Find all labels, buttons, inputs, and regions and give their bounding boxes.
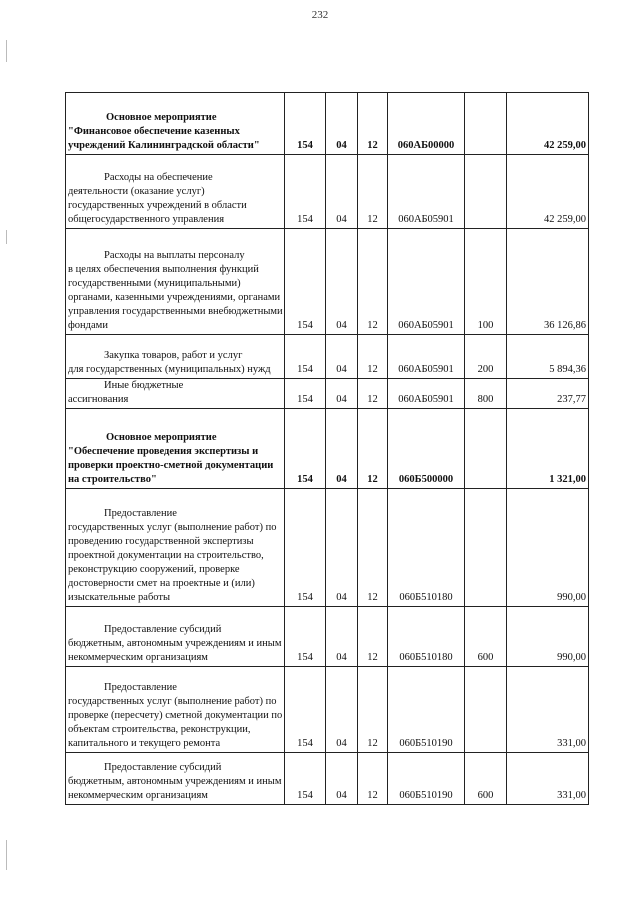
cell-name-rest: "Обеспечение проведения экспертизы и проверки проектно-сметной документации на строительство" bbox=[68, 446, 274, 485]
cell-name-first-line: Закупка товаров, работ и услуг bbox=[104, 350, 243, 361]
cell-expense-type bbox=[465, 93, 507, 155]
cell-name-first-line: Расходы на обеспечение bbox=[104, 172, 213, 183]
cell-expense-type bbox=[465, 155, 507, 229]
cell-amount: 990,00 bbox=[507, 489, 589, 607]
cell-name-rest: государственных услуг (выполнение работ) по проведению государственной экспертизы проектной документации на строительство, реконструкцию сооружений, проверке достоверности смет на проектные и (или) изыскательные работы bbox=[68, 522, 277, 603]
cell-target-code: 060АБ05901 bbox=[388, 379, 465, 409]
cell-name-rest: бюджетным, автономным учреждениям и иным некоммерческим организациям bbox=[68, 638, 282, 663]
table-row bbox=[66, 667, 589, 753]
cell-expense-type: 600 bbox=[465, 607, 507, 667]
cell-target-code: 060АБ05901 bbox=[388, 155, 465, 229]
budget-table bbox=[65, 92, 589, 805]
cell-name-rest: бюджетным, автономным учреждениям и иным некоммерческим организациям bbox=[68, 776, 282, 801]
cell-amount: 331,00 bbox=[507, 753, 589, 805]
cell-target-code: 060АБ05901 bbox=[388, 229, 465, 335]
cell-section: 04 bbox=[326, 335, 358, 379]
cell-subsection: 12 bbox=[358, 155, 388, 229]
cell-ministry: 154 bbox=[285, 93, 326, 155]
cell-expense-type: 600 bbox=[465, 753, 507, 805]
cell-name-first-line: Предоставление субсидий bbox=[104, 624, 222, 635]
cell-section: 04 bbox=[326, 155, 358, 229]
cell-name bbox=[66, 607, 285, 667]
cell-expense-type: 800 bbox=[465, 379, 507, 409]
cell-subsection: 12 bbox=[358, 489, 388, 607]
cell-ministry: 154 bbox=[285, 409, 326, 489]
cell-amount: 331,00 bbox=[507, 667, 589, 753]
cell-expense-type bbox=[465, 667, 507, 753]
table-row bbox=[66, 489, 589, 607]
cell-name-first-line: Основное мероприятие bbox=[106, 112, 217, 123]
cell-name-first-line: Основное мероприятие bbox=[106, 432, 217, 443]
cell-name-rest: в целях обеспечения выполнения функций государственными (муниципальными) органами, казенными учреждениями, органами управления государственными внебюджетными фондами bbox=[68, 264, 283, 331]
cell-name-first-line: Предоставление bbox=[104, 508, 177, 519]
cell-target-code: 060Б510180 bbox=[388, 607, 465, 667]
cell-ministry: 154 bbox=[285, 607, 326, 667]
cell-section: 04 bbox=[326, 489, 358, 607]
cell-name-rest: "Финансовое обеспечение казенных учреждений Калининградской области" bbox=[68, 126, 260, 151]
cell-name-first-line: Расходы на выплаты персоналу bbox=[104, 250, 245, 261]
cell-target-code: 060АБ00000 bbox=[388, 93, 465, 155]
cell-amount: 237,77 bbox=[507, 379, 589, 409]
cell-section: 04 bbox=[326, 93, 358, 155]
cell-ministry: 154 bbox=[285, 667, 326, 753]
table-row bbox=[66, 379, 589, 409]
cell-name bbox=[66, 489, 285, 607]
cell-name bbox=[66, 93, 285, 155]
cell-target-code: 060Б510180 bbox=[388, 489, 465, 607]
table-row bbox=[66, 607, 589, 667]
cell-name bbox=[66, 229, 285, 335]
cell-subsection: 12 bbox=[358, 753, 388, 805]
table-row bbox=[66, 229, 589, 335]
cell-name-first-line: Иные бюджетные bbox=[104, 380, 184, 391]
cell-ministry: 154 bbox=[285, 335, 326, 379]
cell-ministry: 154 bbox=[285, 155, 326, 229]
cell-subsection: 12 bbox=[358, 607, 388, 667]
cell-name bbox=[66, 155, 285, 229]
table-row bbox=[66, 753, 589, 805]
cell-section: 04 bbox=[326, 667, 358, 753]
cell-subsection: 12 bbox=[358, 335, 388, 379]
table-row bbox=[66, 155, 589, 229]
cell-target-code: 060Б510190 bbox=[388, 753, 465, 805]
cell-target-code: 060Б500000 bbox=[388, 409, 465, 489]
cell-ministry: 154 bbox=[285, 753, 326, 805]
cell-name bbox=[66, 379, 285, 409]
cell-name bbox=[66, 753, 285, 805]
cell-ministry: 154 bbox=[285, 489, 326, 607]
cell-amount: 1 321,00 bbox=[507, 409, 589, 489]
left-margin-mark bbox=[6, 840, 7, 870]
cell-subsection: 12 bbox=[358, 229, 388, 335]
cell-section: 04 bbox=[326, 409, 358, 489]
cell-name-first-line: Предоставление субсидий bbox=[104, 762, 222, 773]
page-number: 232 bbox=[311, 9, 329, 21]
cell-subsection: 12 bbox=[358, 379, 388, 409]
left-margin-mark bbox=[6, 230, 7, 244]
cell-name-first-line: Предоставление bbox=[104, 682, 177, 693]
cell-name-rest: государственных услуг (выполнение работ) по проверке (пересчету) сметной документации по объектам строительства, реконструкции, капитального и текущего ремонта bbox=[68, 696, 283, 749]
cell-name-rest: для государственных (муниципальных) нужд bbox=[68, 364, 271, 375]
cell-subsection: 12 bbox=[358, 667, 388, 753]
table-row bbox=[66, 335, 589, 379]
cell-name-rest: деятельности (оказание услуг) государственных учреждений в области общегосударственного управления bbox=[68, 186, 247, 225]
cell-subsection: 12 bbox=[358, 93, 388, 155]
cell-section: 04 bbox=[326, 607, 358, 667]
cell-amount: 42 259,00 bbox=[507, 155, 589, 229]
cell-name bbox=[66, 409, 285, 489]
cell-subsection: 12 bbox=[358, 409, 388, 489]
cell-target-code: 060Б510190 bbox=[388, 667, 465, 753]
cell-name-rest: ассигнования bbox=[68, 394, 129, 405]
cell-name bbox=[66, 667, 285, 753]
cell-section: 04 bbox=[326, 753, 358, 805]
cell-expense-type: 200 bbox=[465, 335, 507, 379]
cell-section: 04 bbox=[326, 379, 358, 409]
cell-amount: 42 259,00 bbox=[507, 93, 589, 155]
cell-expense-type bbox=[465, 489, 507, 607]
cell-target-code: 060АБ05901 bbox=[388, 335, 465, 379]
cell-expense-type: 100 bbox=[465, 229, 507, 335]
cell-section: 04 bbox=[326, 229, 358, 335]
cell-amount: 990,00 bbox=[507, 607, 589, 667]
cell-amount: 5 894,36 bbox=[507, 335, 589, 379]
cell-name bbox=[66, 335, 285, 379]
cell-expense-type bbox=[465, 409, 507, 489]
cell-amount: 36 126,86 bbox=[507, 229, 589, 335]
table-row bbox=[66, 409, 589, 489]
cell-ministry: 154 bbox=[285, 379, 326, 409]
left-margin-mark bbox=[6, 40, 7, 62]
table-row bbox=[66, 93, 589, 155]
cell-ministry: 154 bbox=[285, 229, 326, 335]
